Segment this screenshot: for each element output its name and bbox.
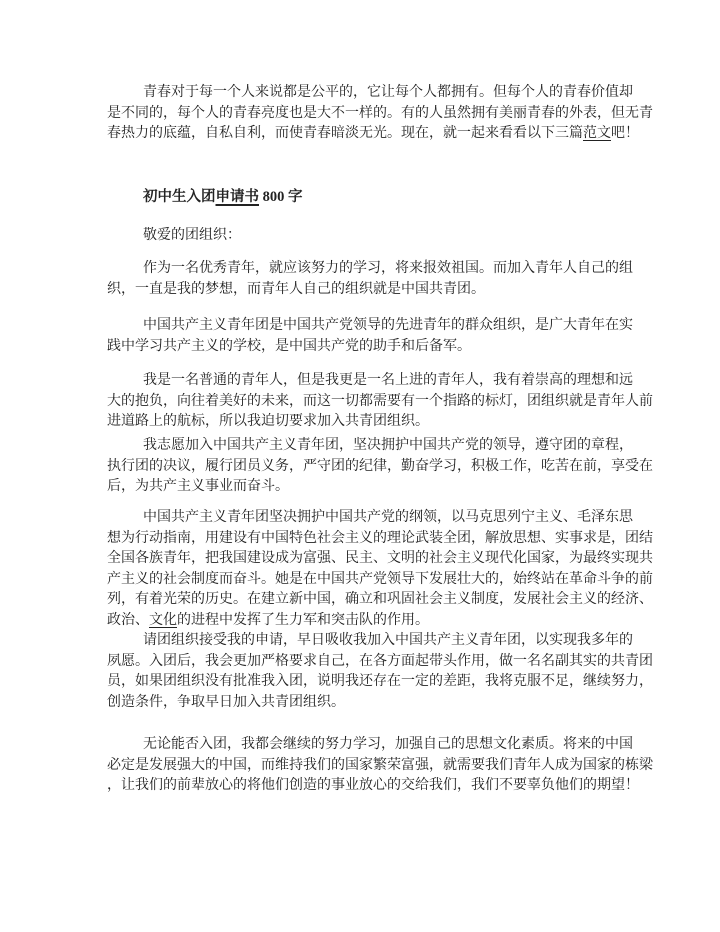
text-line bbox=[107, 651, 653, 672]
text-segment: 是不同的，每个人的青春亮度也是大不一样的。有的人虽然拥有美丽青春的外表，但无青 bbox=[107, 104, 653, 121]
text-line bbox=[107, 734, 633, 755]
text-line bbox=[107, 569, 653, 590]
body-paragraph bbox=[107, 370, 653, 432]
text-segment: 春热力的底蕴，自私自利，而使青春暗淡无光。现在，就一起来看看以下三篇 bbox=[107, 125, 583, 141]
body-paragraph bbox=[107, 507, 653, 630]
text-segment: 产主义的社会制度而奋斗。她是在中国共产党领导下发展壮大的，始终站在革命斗争的前 bbox=[107, 570, 653, 587]
link-text[interactable]: 范文 bbox=[583, 125, 611, 141]
text-segment: 夙愿。入团后，我会更加严格要求自己，在各方面起带头作用，做一名名副其实的共青团 bbox=[107, 652, 653, 669]
text-line bbox=[107, 123, 639, 144]
text-segment: 政治、 bbox=[107, 611, 149, 628]
text-segment: 800 字 bbox=[259, 189, 303, 205]
text-line bbox=[107, 548, 653, 569]
text-segment: 中国共产主义青年团是中国共产党领导的先进青年的群众组织，是广大青年在实 bbox=[143, 317, 633, 333]
text-segment: 大的抱负，向往着美好的未来，而这一切都需要有一个指路的标灯，团组织就是青年人前 bbox=[107, 392, 653, 409]
text-line bbox=[107, 755, 653, 776]
text-line bbox=[107, 279, 613, 300]
link-text[interactable]: 文化 bbox=[149, 611, 177, 628]
text-line bbox=[107, 476, 613, 497]
text-segment: 请团组织接受我的申请，早日吸收我加入中国共产主义青年团，以实现我多年的 bbox=[143, 632, 633, 648]
text-segment: 全国各族青年，把我国建设成为富强、民主、文明的社会主义现代化国家，为最终实现共 bbox=[107, 550, 653, 566]
text-segment: 作为一名优秀青年，就应该努力的学习，将来报效祖国。而加入青年人自己的组 bbox=[143, 260, 633, 276]
text-line bbox=[107, 336, 613, 357]
text-segment: 无论能否入团，我都会继续的努力学习，加强自己的思想文化素质。将来的中国 bbox=[143, 736, 633, 752]
text-segment: 后，为共产主义事业而奋斗。 bbox=[107, 478, 289, 494]
text-segment: 进道路上的航标，所以我迫切要求加入共青团组织。 bbox=[107, 413, 429, 429]
text-segment: 初中生入团 bbox=[143, 189, 216, 205]
text-segment: 中国共产主义青年团坚决拥护中国共产党的纲领，以马克思列宁主义、毛泽东思 bbox=[143, 509, 633, 525]
text-line bbox=[107, 528, 653, 549]
text-segment: 创造条件，争取早日加入共青团组织。 bbox=[107, 693, 345, 710]
text-line bbox=[107, 258, 633, 279]
text-line bbox=[107, 630, 633, 651]
text-segment: 我是一名普通的青年人，但是我更是一名上进的青年人，我有着崇高的理想和远 bbox=[143, 372, 633, 388]
text-segment: 执行团的决议，履行团员义务，严守团的纪律，勤奋学习，积极工作，吃苦在前，享受在 bbox=[107, 457, 653, 474]
text-segment: 吧！ bbox=[611, 125, 639, 141]
intro-paragraph bbox=[107, 82, 653, 144]
text-line bbox=[107, 411, 613, 432]
body-paragraph bbox=[107, 315, 633, 356]
body-paragraph bbox=[107, 734, 653, 796]
text-segment: 想为行动指南，用建设有中国特色社会主义的理论武装全团，解放思想、实事求是，团结 bbox=[107, 529, 653, 546]
text-segment: 列，有着光荣的历史。在建立新中国，确立和巩固社会主义制度，发展社会主义的经济、 bbox=[107, 591, 653, 607]
text-line bbox=[107, 435, 633, 456]
link-text[interactable]: 申请书 bbox=[215, 189, 259, 205]
body-paragraph bbox=[107, 435, 653, 497]
text-line bbox=[107, 391, 653, 412]
text-line bbox=[107, 315, 633, 336]
body-paragraph bbox=[107, 630, 653, 712]
salutation bbox=[107, 225, 613, 246]
text-segment: 我志愿加入中国共产主义青年团，坚决拥护中国共产党的领导，遵守团的章程， bbox=[143, 437, 633, 453]
text-segment: 的进程中发挥了生力军和突击队的作用。 bbox=[177, 611, 429, 628]
body-paragraph bbox=[107, 258, 633, 299]
text-line bbox=[107, 187, 613, 208]
text-line bbox=[107, 589, 653, 610]
text-line bbox=[107, 456, 653, 477]
text-segment: 践中学习共产主义的学校，是中国共产党的助手和后备军。 bbox=[107, 337, 471, 354]
text-segment: 必定是发展强大的中国，而维持我们的国家繁荣富强，就需要我们青年人成为国家的栋梁 bbox=[107, 756, 653, 773]
text-line bbox=[107, 507, 633, 528]
text-line bbox=[107, 610, 613, 631]
text-segment: 员，如果团组织没有批准我入团，说明我还存在一定的差距，我将克服不足，继续努力， bbox=[107, 673, 653, 689]
text-line bbox=[107, 225, 613, 246]
text-segment: 织，一直是我的梦想，而青年人自己的组织就是中国共青团。 bbox=[107, 280, 485, 297]
text-segment: 青春对于每一个人来说都是公平的，它让每个人都拥有。但每个人的青春价值却 bbox=[143, 84, 633, 100]
document-title bbox=[107, 187, 613, 208]
text-line bbox=[107, 775, 639, 796]
text-segment: 敬爱的团组织： bbox=[143, 227, 241, 243]
text-line bbox=[107, 671, 653, 692]
text-line bbox=[107, 82, 633, 103]
text-line bbox=[107, 692, 613, 713]
text-line bbox=[107, 103, 653, 124]
text-segment: ，让我们的前辈放心的将他们创造的事业放心的交给我们，我们不要辜负他们的期望！ bbox=[107, 777, 639, 793]
text-line bbox=[107, 370, 633, 391]
